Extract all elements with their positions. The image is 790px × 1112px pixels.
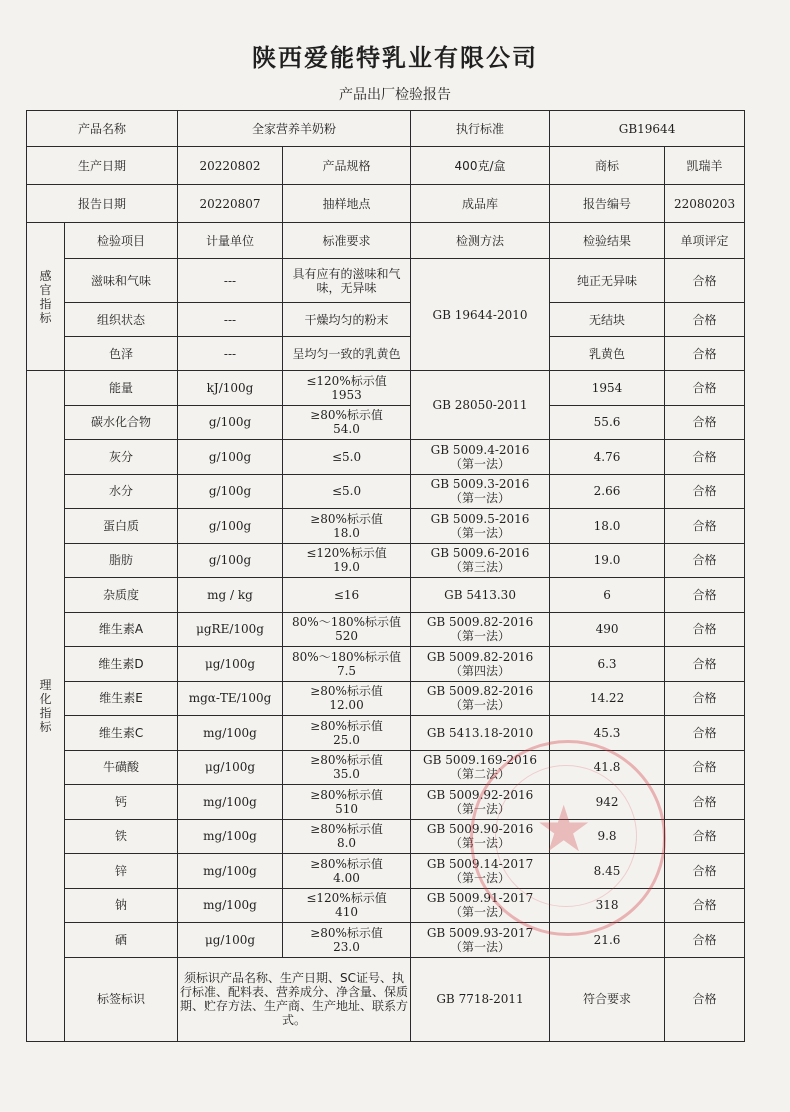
physchem-requirement-line2: 7.5 xyxy=(336,663,357,678)
physchem-requirement-line1: 80%～180%标示值 xyxy=(292,649,402,664)
physchem-requirement xyxy=(283,716,411,751)
physchem-item: 钠 xyxy=(65,888,178,923)
sensory-item: 组织状态 xyxy=(65,303,178,337)
physchem-requirement-line1: ≤120%标示值 xyxy=(306,546,387,561)
physchem-method: GB 5413.30 xyxy=(411,578,550,613)
physchem-unit: μg/100g xyxy=(178,923,283,958)
physchem-method-line2: （第一法） xyxy=(450,698,511,713)
physchem-method-line1: GB 5009.92-2016 xyxy=(426,787,534,802)
physchem-item: 锌 xyxy=(65,854,178,889)
physchem-requirement-line2: 4.00 xyxy=(333,870,360,885)
physchem-method xyxy=(411,888,550,923)
spec-value: 400克/盒 xyxy=(411,147,550,185)
physchem-row xyxy=(27,785,745,820)
sensory-method: GB 19644-2010 xyxy=(411,259,550,371)
prod-date-label: 生产日期 xyxy=(27,147,178,185)
physchem-row xyxy=(27,888,745,923)
physchem-method xyxy=(411,923,550,958)
physchem-requirement-line2: 18.0 xyxy=(333,525,360,540)
physchem-unit: kJ/100g xyxy=(178,371,283,406)
physchem-result: 19.0 xyxy=(550,543,665,578)
physchem-item: 钙 xyxy=(65,785,178,820)
sensory-requirement: 呈均匀一致的乳黄色 xyxy=(283,337,411,371)
physchem-requirement xyxy=(283,509,411,544)
report-no-label: 报告编号 xyxy=(550,185,665,223)
sensory-unit: --- xyxy=(178,303,283,337)
standard-value: GB19644 xyxy=(550,111,745,147)
product-name-label: 产品名称 xyxy=(27,111,178,147)
inspection-table xyxy=(26,110,745,1042)
physchem-unit: g/100g xyxy=(178,474,283,509)
physchem-method: GB 5413.18-2010 xyxy=(411,716,550,751)
product-name-value: 全家营养羊奶粉 xyxy=(178,111,411,147)
label-check-result: 符合要求 xyxy=(550,957,665,1041)
sensory-row xyxy=(27,259,745,303)
physchem-requirement xyxy=(283,854,411,889)
physchem-unit: mg/100g xyxy=(178,888,283,923)
physchem-method xyxy=(411,474,550,509)
physchem-row xyxy=(27,474,745,509)
physchem-requirement: ≤5.0 xyxy=(283,474,411,509)
brand-value: 凯瑞羊 xyxy=(665,147,745,185)
physchem-result: 490 xyxy=(550,612,665,647)
physchem-method-line2: （第一法） xyxy=(450,870,511,885)
physchem-requirement: ≤5.0 xyxy=(283,440,411,475)
physchem-method-line2: （第一法） xyxy=(450,491,511,506)
header-verdict: 单项评定 xyxy=(665,223,745,259)
physchem-result: 4.76 xyxy=(550,440,665,475)
physchem-requirement-line2: 8.0 xyxy=(336,836,357,851)
physchem-method-line1: GB 5009.4-2016 xyxy=(430,442,530,457)
report-no-value: 22080203 xyxy=(665,185,745,223)
label-check-row xyxy=(27,957,745,1041)
physchem-item: 维生素C xyxy=(65,716,178,751)
sensory-group-label: 感 官 指 标 xyxy=(27,223,65,371)
physchem-row xyxy=(27,509,745,544)
physchem-row xyxy=(27,405,745,440)
info-row-1 xyxy=(27,111,745,147)
physchem-requirement xyxy=(283,405,411,440)
physchem-item: 脂肪 xyxy=(65,543,178,578)
physchem-row xyxy=(27,923,745,958)
physchem-method-line2: （第一法） xyxy=(450,629,511,644)
physchem-item: 水分 xyxy=(65,474,178,509)
physchem-verdict: 合格 xyxy=(665,785,745,820)
physchem-requirement-line2: 1953 xyxy=(331,387,362,402)
physchem-result: 14.22 xyxy=(550,681,665,716)
physchem-verdict: 合格 xyxy=(665,923,745,958)
physchem-row xyxy=(27,716,745,751)
physchem-method-line1: GB 5009.91-2017 xyxy=(426,891,534,906)
physchem-requirement-line1: ≥80%标示值 xyxy=(310,718,383,733)
sensory-verdict: 合格 xyxy=(665,303,745,337)
physchem-requirement-line1: ≥80%标示值 xyxy=(310,408,383,423)
physchem-method xyxy=(411,509,550,544)
physchem-requirement xyxy=(283,612,411,647)
sensory-verdict: 合格 xyxy=(665,259,745,303)
physchem-requirement xyxy=(283,371,411,406)
physchem-shared-method: GB 28050-2011 xyxy=(411,371,550,440)
physchem-requirement xyxy=(283,647,411,682)
physchem-verdict: 合格 xyxy=(665,405,745,440)
physchem-item: 杂质度 xyxy=(65,578,178,613)
info-row-3 xyxy=(27,185,745,223)
physchem-item: 碳水化合物 xyxy=(65,405,178,440)
physchem-requirement-line2: 25.0 xyxy=(333,732,360,747)
physchem-verdict: 合格 xyxy=(665,578,745,613)
physchem-verdict: 合格 xyxy=(665,750,745,785)
physchem-requirement-line2: 54.0 xyxy=(333,422,360,437)
physchem-group-label: 理 化 指 标 xyxy=(27,371,65,1042)
physchem-verdict: 合格 xyxy=(665,543,745,578)
physchem-method-line2: （第三法） xyxy=(450,560,511,575)
physchem-requirement-line2: 510 xyxy=(335,801,358,816)
physchem-verdict: 合格 xyxy=(665,681,745,716)
header-item: 检验项目 xyxy=(65,223,178,259)
physchem-requirement-line1: ≤120%标示值 xyxy=(306,373,387,388)
physchem-requirement-line1: ≥80%标示值 xyxy=(310,822,383,837)
physchem-requirement xyxy=(283,750,411,785)
physchem-method-line1: GB 5009.169-2016 xyxy=(422,753,538,768)
physchem-result: 318 xyxy=(550,888,665,923)
physchem-method-line2: （第一法） xyxy=(450,939,511,954)
physchem-row xyxy=(27,543,745,578)
physchem-item: 灰分 xyxy=(65,440,178,475)
physchem-verdict: 合格 xyxy=(665,819,745,854)
physchem-result: 942 xyxy=(550,785,665,820)
column-header-row xyxy=(27,223,745,259)
physchem-result: 8.45 xyxy=(550,854,665,889)
physchem-item: 能量 xyxy=(65,371,178,406)
physchem-method-line2: （第一法） xyxy=(450,525,511,540)
physchem-method xyxy=(411,854,550,889)
sensory-requirement: 具有应有的滋味和气味，无异味 xyxy=(283,259,411,303)
physchem-requirement xyxy=(283,819,411,854)
physchem-row xyxy=(27,371,745,406)
physchem-requirement: ≤16 xyxy=(283,578,411,613)
sensory-requirement: 干燥均匀的粉末 xyxy=(283,303,411,337)
physchem-verdict: 合格 xyxy=(665,440,745,475)
physchem-requirement-line2: 410 xyxy=(335,905,358,920)
physchem-method-line2: （第一法） xyxy=(450,905,511,920)
physchem-unit: mg/100g xyxy=(178,716,283,751)
prod-date-value: 20220802 xyxy=(178,147,283,185)
physchem-result: 2.66 xyxy=(550,474,665,509)
physchem-requirement xyxy=(283,543,411,578)
physchem-method-line1: GB 5009.90-2016 xyxy=(426,822,534,837)
physchem-requirement-line2: 520 xyxy=(335,629,358,644)
physchem-method-line1: GB 5009.82-2016 xyxy=(426,615,534,630)
label-check-requirement: 须标识产品名称、生产日期、SC证号、执行标准、配料表、营养成分、净含量、保质期、贮存方法、生产商、生产地址、联系方式。 xyxy=(178,957,411,1041)
physchem-result: 41.8 xyxy=(550,750,665,785)
physchem-method xyxy=(411,612,550,647)
physchem-requirement-line2: 23.0 xyxy=(333,939,360,954)
physchem-method xyxy=(411,785,550,820)
physchem-requirement-line1: ≥80%标示值 xyxy=(310,511,383,526)
physchem-unit: g/100g xyxy=(178,405,283,440)
physchem-requirement xyxy=(283,681,411,716)
physchem-requirement-line1: 80%～180%标示值 xyxy=(292,615,402,630)
physchem-verdict: 合格 xyxy=(665,716,745,751)
physchem-result: 6 xyxy=(550,578,665,613)
physchem-verdict: 合格 xyxy=(665,509,745,544)
physchem-unit: mg/100g xyxy=(178,819,283,854)
sensory-unit: --- xyxy=(178,259,283,303)
physchem-method-line2: （第四法） xyxy=(450,663,511,678)
physchem-row xyxy=(27,854,745,889)
sensory-verdict: 合格 xyxy=(665,337,745,371)
info-row-2 xyxy=(27,147,745,185)
physchem-result: 1954 xyxy=(550,371,665,406)
physchem-method xyxy=(411,750,550,785)
physchem-result: 45.3 xyxy=(550,716,665,751)
physchem-requirement xyxy=(283,923,411,958)
sensory-result: 纯正无异味 xyxy=(550,259,665,303)
physchem-requirement-line1: ≤120%标示值 xyxy=(306,891,387,906)
physchem-unit: mg/100g xyxy=(178,854,283,889)
report-date-label: 报告日期 xyxy=(27,185,178,223)
company-name: 陕西爱能特乳业有限公司 xyxy=(252,44,538,72)
physchem-unit: μg/100g xyxy=(178,750,283,785)
physchem-row xyxy=(27,681,745,716)
physchem-requirement-line1: ≥80%标示值 xyxy=(310,753,383,768)
physchem-item: 铁 xyxy=(65,819,178,854)
spec-label: 产品规格 xyxy=(283,147,411,185)
sensory-item: 滋味和气味 xyxy=(65,259,178,303)
physchem-row xyxy=(27,440,745,475)
physchem-result: 18.0 xyxy=(550,509,665,544)
physchem-result: 21.6 xyxy=(550,923,665,958)
physchem-method xyxy=(411,647,550,682)
physchem-item: 硒 xyxy=(65,923,178,958)
physchem-unit: μg/100g xyxy=(178,647,283,682)
label-check-verdict: 合格 xyxy=(665,957,745,1041)
physchem-unit: g/100g xyxy=(178,509,283,544)
physchem-method-line1: GB 5009.93-2017 xyxy=(426,925,534,940)
physchem-requirement-line1: ≥80%标示值 xyxy=(310,856,383,871)
header-requirement: 标准要求 xyxy=(283,223,411,259)
physchem-result: 55.6 xyxy=(550,405,665,440)
sensory-result: 乳黄色 xyxy=(550,337,665,371)
header-result: 检验结果 xyxy=(550,223,665,259)
physchem-requirement xyxy=(283,785,411,820)
physchem-requirement-line2: 19.0 xyxy=(333,560,360,575)
physchem-requirement xyxy=(283,888,411,923)
physchem-verdict: 合格 xyxy=(665,854,745,889)
physchem-result: 9.8 xyxy=(550,819,665,854)
physchem-method-line1: GB 5009.3-2016 xyxy=(430,477,530,492)
report-title: 产品出厂检验报告 xyxy=(339,87,451,103)
physchem-item: 蛋白质 xyxy=(65,509,178,544)
brand-label: 商标 xyxy=(550,147,665,185)
physchem-unit: mg / kg xyxy=(178,578,283,613)
header-unit: 计量单位 xyxy=(178,223,283,259)
physchem-method-line1: GB 5009.82-2016 xyxy=(426,649,534,664)
physchem-method xyxy=(411,440,550,475)
physchem-item: 维生素D xyxy=(65,647,178,682)
physchem-method xyxy=(411,543,550,578)
physchem-row xyxy=(27,612,745,647)
physchem-requirement-line1: ≥80%标示值 xyxy=(310,925,383,940)
physchem-unit: μgRE/100g xyxy=(178,612,283,647)
physchem-requirement-line1: ≥80%标示值 xyxy=(310,684,383,699)
physchem-requirement-line2: 35.0 xyxy=(333,767,360,782)
physchem-item: 维生素E xyxy=(65,681,178,716)
sampling-label: 抽样地点 xyxy=(283,185,411,223)
physchem-requirement-line1: ≥80%标示值 xyxy=(310,787,383,802)
sensory-row xyxy=(27,303,745,337)
sensory-row xyxy=(27,337,745,371)
sensory-item: 色泽 xyxy=(65,337,178,371)
physchem-method-line2: （第一法） xyxy=(450,836,511,851)
header-method: 检测方法 xyxy=(411,223,550,259)
physchem-item: 牛磺酸 xyxy=(65,750,178,785)
physchem-method-line1: GB 5009.6-2016 xyxy=(430,546,530,561)
report-date-value: 20220807 xyxy=(178,185,283,223)
physchem-verdict: 合格 xyxy=(665,371,745,406)
physchem-row xyxy=(27,819,745,854)
physchem-unit: mgα-TE/100g xyxy=(178,681,283,716)
physchem-method xyxy=(411,819,550,854)
sensory-unit: --- xyxy=(178,337,283,371)
physchem-unit: g/100g xyxy=(178,440,283,475)
physchem-method-line2: （第一法） xyxy=(450,456,511,471)
physchem-method xyxy=(411,681,550,716)
physchem-requirement-line2: 12.00 xyxy=(329,698,364,713)
physchem-unit: g/100g xyxy=(178,543,283,578)
physchem-row xyxy=(27,647,745,682)
physchem-method-line1: GB 5009.82-2016 xyxy=(426,684,534,699)
sensory-result: 无结块 xyxy=(550,303,665,337)
physchem-method-line1: GB 5009.14-2017 xyxy=(426,856,534,871)
sampling-value: 成品库 xyxy=(411,185,550,223)
physchem-verdict: 合格 xyxy=(665,888,745,923)
physchem-method-line2: （第一法） xyxy=(450,801,511,816)
physchem-verdict: 合格 xyxy=(665,612,745,647)
label-check-method: GB 7718-2011 xyxy=(411,957,550,1041)
physchem-verdict: 合格 xyxy=(665,647,745,682)
label-check-item: 标签标识 xyxy=(65,957,178,1041)
physchem-method-line1: GB 5009.5-2016 xyxy=(430,511,530,526)
physchem-method-line2: （第二法） xyxy=(450,767,511,782)
physchem-row xyxy=(27,578,745,613)
physchem-row xyxy=(27,750,745,785)
physchem-result: 6.3 xyxy=(550,647,665,682)
physchem-unit: mg/100g xyxy=(178,785,283,820)
physchem-item: 维生素A xyxy=(65,612,178,647)
physchem-verdict: 合格 xyxy=(665,474,745,509)
standard-label: 执行标准 xyxy=(411,111,550,147)
